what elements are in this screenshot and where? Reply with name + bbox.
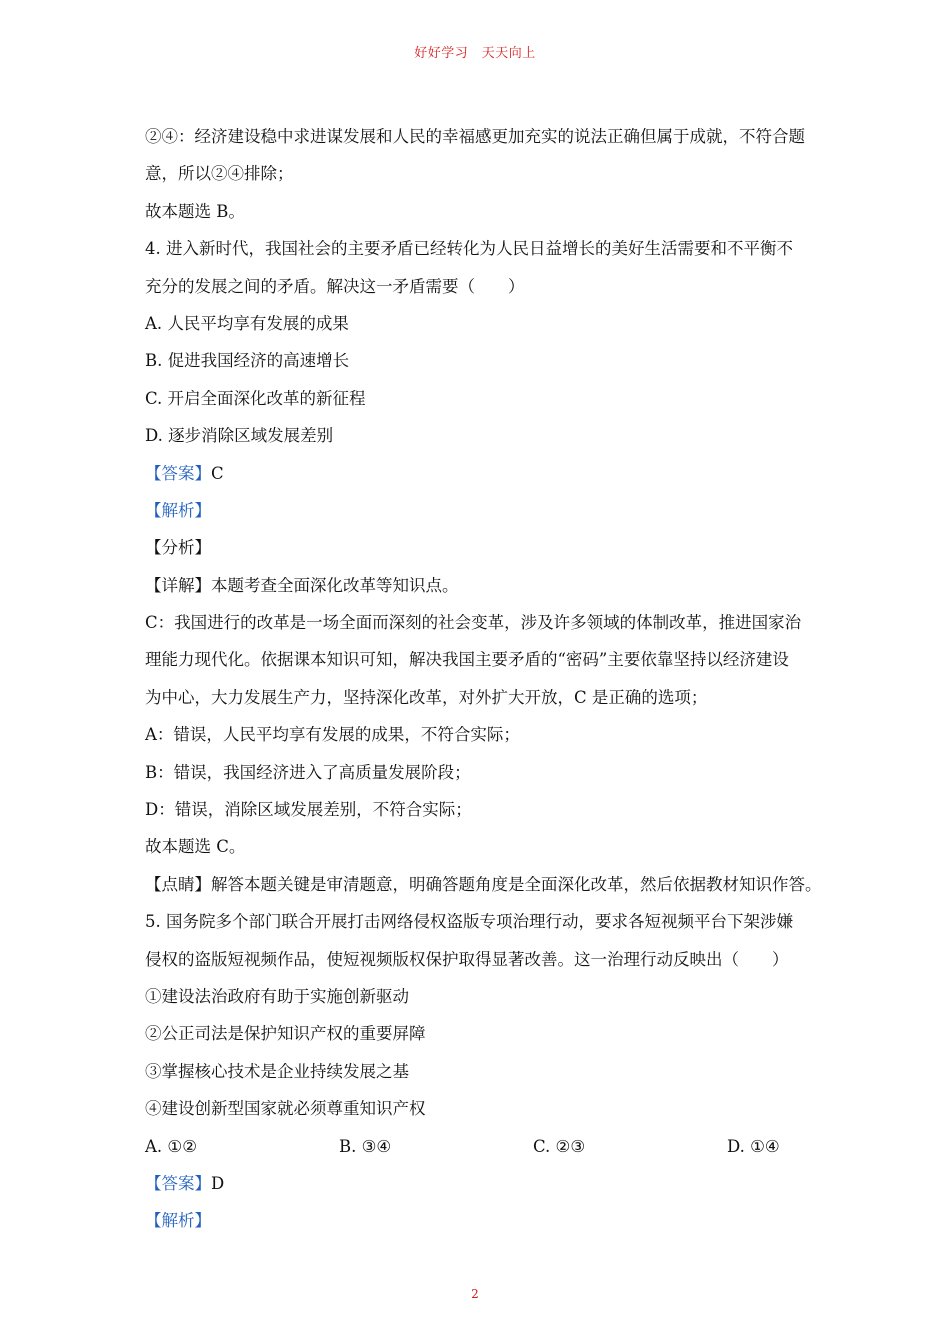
question-5-stem: 5. 国务院多个部门联合开展打击网络侵权盗版专项治理行动，要求各短视频平台下架涉嫌	[145, 912, 793, 932]
answer-tag: 【答案】	[145, 1173, 211, 1193]
statement-1: ①建设法治政府有助于实施创新驱动	[145, 986, 409, 1006]
conclusion-line: 故本题选 C。	[145, 837, 246, 857]
statement-4: ④建设创新型国家就必须尊重知识产权	[145, 1099, 426, 1119]
answer-tag: 【答案】	[145, 463, 211, 483]
analysis-heading: 【分析】	[145, 538, 211, 558]
text-line: ②④：经济建设稳中求进谋发展和人民的幸福感更加充实的说法正确但属于成就，不符合题	[145, 127, 805, 146]
answer-line	[145, 1165, 810, 1202]
explanation-line: C：我国进行的改革是一场全面而深刻的社会变革，涉及许多领域的体制改革，推进国家治	[145, 613, 802, 633]
question-4-stem: 4. 进入新时代，我国社会的主要矛盾已经转化为人民日益增长的美好生活需要和不平衡不	[145, 239, 793, 259]
statement-2: ②公正司法是保护知识产权的重要屏障	[145, 1024, 426, 1044]
answer-line	[145, 455, 810, 492]
question-4-stem-cont: 充分的发展之间的矛盾。解决这一矛盾需要（ ）	[145, 276, 525, 296]
question-5-option-c: C. ②③	[533, 1136, 586, 1156]
explanation-line: B：错误，我国经济进入了高质量发展阶段；	[145, 762, 471, 782]
question-4-option-a: A. 人民平均享有发展的成果	[145, 313, 349, 333]
question-5-option-a: A. ①②	[145, 1136, 197, 1156]
document-body	[145, 118, 822, 1240]
question-5-option-d: D. ①④	[727, 1136, 780, 1156]
statement-3: ③掌握核心技术是企业持续发展之基	[145, 1061, 409, 1081]
page-header: 好好学习 天天向上	[414, 46, 536, 61]
explanation-line: D：错误，消除区域发展差别，不符合实际；	[145, 800, 472, 820]
detail-heading: 【详解】本题考查全面深化改革等知识点。	[145, 575, 459, 595]
question-4-option-d: D. 逐步消除区域发展差别	[145, 426, 334, 446]
question-5-option-b: B. ③④	[339, 1136, 392, 1156]
tip-line: 【点睛】解答本题关键是审清题意，明确答题角度是全面深化改革，然后依据教材知识作答。	[145, 874, 822, 894]
analysis-line	[145, 1202, 810, 1239]
answer-value: C	[211, 463, 224, 483]
analysis-tag: 【解析】	[145, 500, 211, 520]
text-line: 意，所以②④排除；	[145, 164, 294, 184]
question-4-option-b: B. 促进我国经济的高速增长	[145, 351, 350, 371]
conclusion-line: 故本题选 B。	[145, 201, 245, 221]
answer-value: D	[211, 1173, 225, 1193]
analysis-tag: 【解析】	[145, 1211, 211, 1231]
question-5-stem-cont: 侵权的盗版短视频作品，使短视频版权保护取得显著改善。这一治理行动反映出（ ）	[145, 949, 789, 969]
question-4-option-c: C. 开启全面深化改革的新征程	[145, 388, 366, 408]
explanation-line: 为中心，大力发展生产力，坚持深化改革，对外扩大开放，C 是正确的选项；	[145, 687, 708, 707]
explanation-line: A：错误，人民平均享有发展的成果，不符合实际；	[145, 725, 520, 745]
page-number: 2	[471, 1287, 479, 1301]
explanation-line: 理能力现代化。依据课本知识可知，解决我国主要矛盾的“密码”主要依靠坚持以经济建设	[145, 650, 789, 670]
question-5-options	[145, 1128, 810, 1165]
analysis-line	[145, 492, 810, 529]
